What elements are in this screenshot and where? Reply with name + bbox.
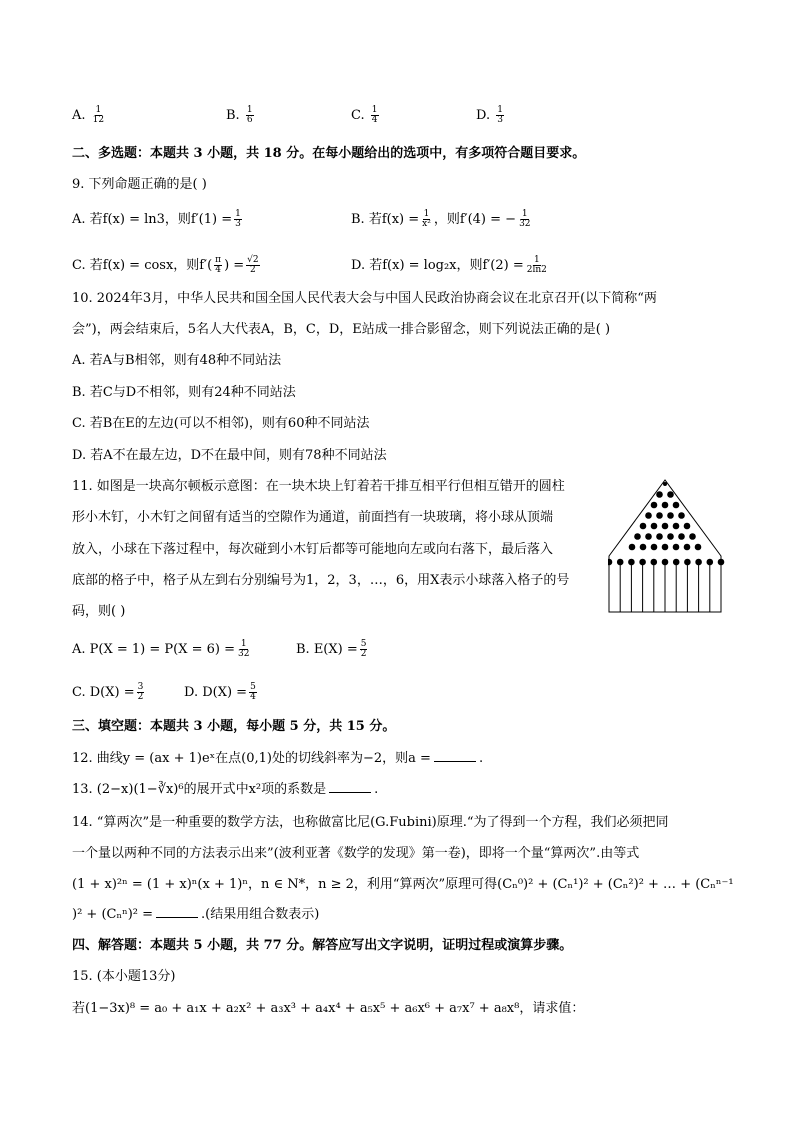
q15-title: 15. (本小题13分) xyxy=(72,969,176,984)
peg xyxy=(634,533,641,540)
q10-stem-line1: 10. 2024年3月，中华人民共和国全国人民代表大会与中国人民政治协商会议在北京召开(以下简称“两 xyxy=(72,291,657,306)
peg xyxy=(667,533,674,540)
peg xyxy=(663,482,667,486)
bottom-slots xyxy=(609,562,721,612)
peg xyxy=(684,523,691,530)
q9-option-a: A. 若f(x) = ln3，则f′(1) = $\frac{1}{3}$ xyxy=(72,209,241,229)
q14-answer-blank[interactable] xyxy=(156,905,198,918)
galton-board-figure xyxy=(608,478,726,614)
q11-stem-line4: 底部的格子中，格子从左到右分别编号为1，2，3，…，6，用X表示小球落入格子的号 xyxy=(72,573,570,588)
q11-option-a: A. P(X = 1) = P(X = 6) = $\frac{1}{32}$ xyxy=(72,639,250,659)
peg xyxy=(645,533,652,540)
q11-stem-line1: 11. 如图是一块高尔顿板示意图：在一块木块上钉着若干排互相平行但相互错开的圆柱 xyxy=(72,479,565,494)
q10-option-c: C. 若B在E的左边(可以不相邻)，则有60种不同站法 xyxy=(72,416,370,431)
peg xyxy=(678,533,685,540)
q8-option-c: C. $\frac{1}{4}$ xyxy=(351,105,378,125)
section-heading-solutions: 四、解答题：本题共 5 小题，共 77 分。解答应写出文字说明，证明过程或演算步骤。 xyxy=(72,938,573,953)
q11-stem-line5: 码，则( ) xyxy=(72,604,126,619)
peg xyxy=(689,533,696,540)
peg xyxy=(684,544,691,551)
q8-option-a: A. $\frac{1}{12}$ xyxy=(72,105,105,125)
peg xyxy=(651,523,658,530)
peg xyxy=(656,533,663,540)
q10-option-a: A. 若A与B相邻，则有48种不同站法 xyxy=(72,353,282,368)
q10-stem-line2: 会”)，两会结束后，5名人大代表A，B，C，D，E站成一排合影留念，则下列说法正确的是( ) xyxy=(72,322,611,337)
q13-answer-blank[interactable] xyxy=(329,780,371,793)
peg xyxy=(629,544,636,551)
peg xyxy=(640,523,647,530)
q10-option-b: B. 若C与D不相邻，则有24种不同站法 xyxy=(72,385,296,400)
q10-option-d: D. 若A不在最左边，D不在最中间，则有78种不同站法 xyxy=(72,448,387,463)
q13: 13. (2−x)(1−∛x)⁶的展开式中x²项的系数是 . xyxy=(72,782,379,797)
q9-option-c: C. 若f(x) = cosx，则f′( $\frac{\pi}{4}$ ) = $\frac{√2}{2}$ xyxy=(72,255,259,275)
peg xyxy=(656,512,663,519)
q14-line2: 一个量以两种不同的方法表示出来”(波利亚著《数学的发现》第一卷)，即将一个量“算两次”.由等式 xyxy=(72,846,640,861)
peg xyxy=(673,523,680,530)
q12-answer-blank[interactable] xyxy=(434,749,476,762)
peg xyxy=(673,502,680,509)
peg xyxy=(645,512,652,519)
q11-option-b: B. E(X) = $\frac{5}{2}$ xyxy=(296,639,367,659)
q14-line1: 14. “算两次”是一种重要的数学方法，也称做富比尼(G.Fubini)原理.“为了得到一个方程，我们必须把同 xyxy=(72,815,669,830)
peg xyxy=(662,523,669,530)
peg xyxy=(662,502,669,509)
q15-stem: 若(1−3x)⁸ = a₀ + a₁x + a₂x² + a₃x³ + a₄x⁴ + a₅x⁵ + a₆x⁶ + a₇x⁷ + a₈x⁸，请求值： xyxy=(72,1001,585,1016)
peg xyxy=(656,491,663,498)
q8-option-b: B. $\frac{1}{6}$ xyxy=(226,105,253,125)
q9-stem: 9. 下列命题正确的是( ) xyxy=(72,177,207,192)
peg xyxy=(678,512,685,519)
q9-option-b: B. 若f(x) = $\frac{1}{\text{x²}}$ ，则f′(4) = − $\frac{1}{32}$ xyxy=(351,209,531,229)
peg xyxy=(673,544,680,551)
section-heading-multiple-choice: 二、多选题：本题共 3 小题，共 18 分。在每小题给出的选项中，有多项符合题目要求。 xyxy=(72,146,586,161)
peg-rows xyxy=(608,482,724,565)
peg xyxy=(651,502,658,509)
q14-line3: (1 + x)²ⁿ = (1 + x)ⁿ(x + 1)ⁿ，n ∈ N*，n ≥ 2，利用“算两次”原理可得(Cₙ⁰)² + (Cₙ¹)² + (Cₙ²)² + … + (Cₙⁿ⁻¹ xyxy=(72,877,734,892)
q11-option-d: D. D(X) = $\frac{5}{4}$ xyxy=(184,682,256,702)
peg xyxy=(662,544,669,551)
q11-stem-line3: 放入，小球在下落过程中，每次碰到小木钉后都等可能地向左或向右落下，最后落入 xyxy=(72,542,554,557)
peg xyxy=(667,512,674,519)
peg xyxy=(651,544,658,551)
q14-line4: )² + (Cₙⁿ)² = .(结果用组合数表示) xyxy=(72,907,320,922)
peg xyxy=(667,491,674,498)
peg xyxy=(640,544,647,551)
q8-option-d: D. $\frac{1}{3}$ xyxy=(476,105,503,125)
q11-option-c: C. D(X) = $\frac{3}{2}$ xyxy=(72,682,144,702)
q9-option-d: D. 若f(x) = log₂x，则f′(2) = $\frac{1}{2\ln 2}$ xyxy=(351,255,547,275)
peg xyxy=(695,544,702,551)
q11-stem-line2: 形小木钉，小木钉之间留有适当的空隙作为通道，前面挡有一块玻璃，将小球从顶端 xyxy=(72,510,554,525)
q12: 12. 曲线y = (ax + 1)eˣ在点(0,1)处的切线斜率为−2，则a = . xyxy=(72,751,484,766)
section-heading-fill-in: 三、填空题：本题共 3 小题，每小题 5 分，共 15 分。 xyxy=(72,719,396,734)
